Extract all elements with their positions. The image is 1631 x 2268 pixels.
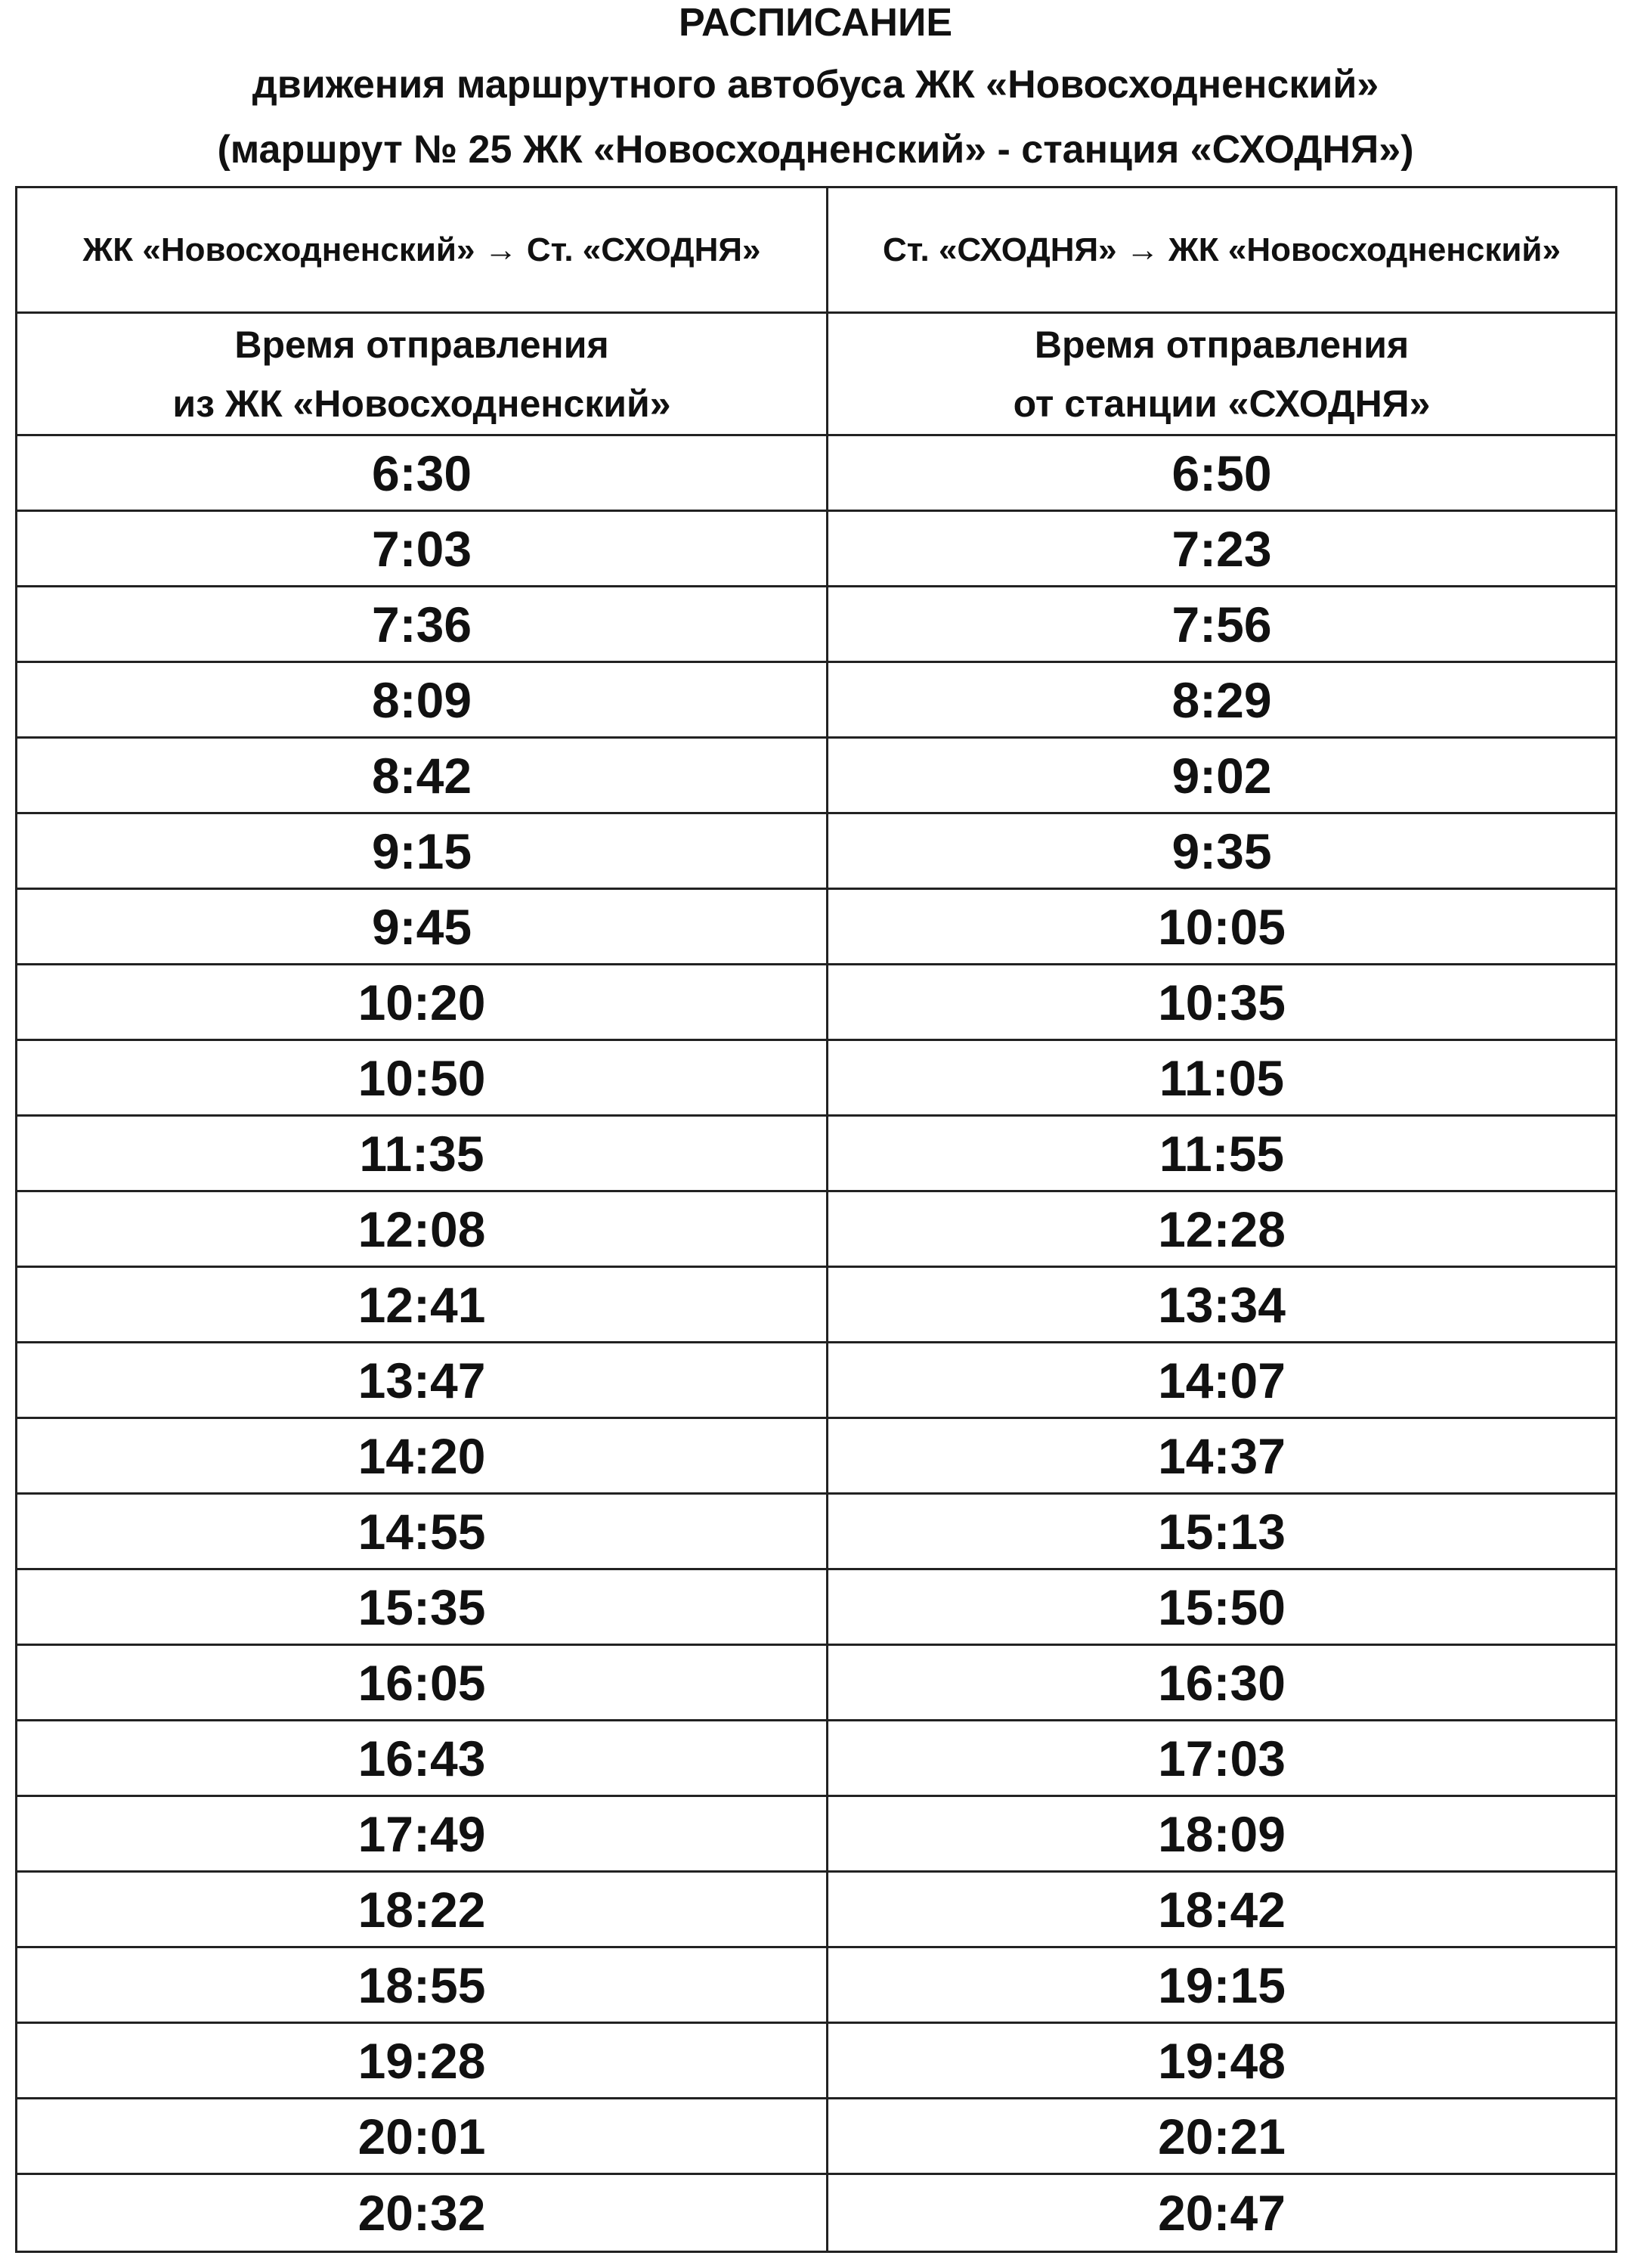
- departure-time-from-complex: 14:20: [17, 1419, 828, 1492]
- departure-time-from-station: 11:55: [1159, 1125, 1285, 1182]
- departure-time-from-complex: 19:28: [17, 2024, 828, 2097]
- table-row: [17, 1797, 1615, 1873]
- departure-time-from-station: 12:28: [1158, 1201, 1286, 1257]
- departure-time-from-complex: 18:22: [17, 1873, 828, 1946]
- table-row: [17, 1495, 1615, 1570]
- departure-time-from-station: 10:35: [1158, 974, 1286, 1030]
- table-row: [17, 739, 1615, 814]
- table-row: [17, 1343, 1615, 1419]
- departure-time-from-station: 19:48: [1158, 2032, 1286, 2089]
- departure-time-from-complex: 6:30: [17, 436, 828, 510]
- departure-time-from-station: 7:23: [1171, 520, 1272, 577]
- schedule-table: [15, 186, 1617, 2253]
- table-row: [17, 1041, 1615, 1117]
- departure-time-from-complex: 15:35: [17, 1570, 828, 1644]
- table-row: [17, 965, 1615, 1041]
- departure-time-from-complex: 18:55: [17, 1948, 828, 2022]
- departure-time-from-complex: 9:15: [17, 814, 828, 888]
- table-row: [17, 2099, 1615, 2175]
- departure-time-from-complex: 14:55: [17, 1495, 828, 1568]
- departure-time-from-station: 19:15: [1158, 1957, 1286, 2013]
- departure-from-station-header: [828, 314, 1615, 434]
- departure-time-from-complex: 12:41: [17, 1268, 828, 1341]
- departure-time-from-station: 15:13: [1158, 1503, 1286, 1560]
- table-row: [17, 663, 1615, 739]
- table-row: [17, 436, 1615, 512]
- departure-time-from-station: 8:29: [1171, 671, 1272, 728]
- column-subheader-row: [17, 314, 1615, 436]
- direction-left-header: ЖК «Новосходненский» → Ст. «СХОДНЯ»: [17, 188, 828, 311]
- table-row: [17, 2024, 1615, 2099]
- table-row: [17, 512, 1615, 587]
- departure-time-from-station: 16:30: [1158, 1654, 1286, 1711]
- table-row: [17, 1419, 1615, 1495]
- document-subtitle: движения маршрутного автобуса ЖК «Новосходненский»: [252, 63, 1379, 107]
- departure-time-from-complex: 10:50: [17, 1041, 828, 1114]
- departure-time-from-station: 20:21: [1158, 2108, 1286, 2164]
- departure-time-from-station: 18:42: [1158, 1881, 1286, 1938]
- departure-time-from-complex: 11:35: [17, 1117, 828, 1190]
- departure-time-from-station: 17:03: [1158, 1730, 1286, 1786]
- departure-time-from-station: 7:56: [1171, 596, 1272, 652]
- departure-time-from-complex: 20:32: [17, 2175, 828, 2251]
- departure-from-station-line1: Время отправления: [1034, 323, 1410, 366]
- departure-time-from-station: 20:47: [1158, 2185, 1286, 2241]
- departure-time-from-station: 14:37: [1158, 1427, 1286, 1484]
- table-row: [17, 1117, 1615, 1192]
- departure-time-from-station: 9:35: [1171, 823, 1272, 879]
- departure-from-complex-header: [17, 314, 828, 434]
- route-description: (маршрут № 25 ЖК «Новосходненский» - станция «СХОДНЯ»): [217, 128, 1414, 172]
- departure-from-complex-line2: из ЖК «Новосходненский»: [172, 382, 671, 425]
- departure-time-from-station: 18:09: [1158, 1805, 1286, 1862]
- table-row: [17, 1721, 1615, 1797]
- table-row: [17, 1646, 1615, 1721]
- table-row: [17, 2175, 1615, 2251]
- departure-time-from-complex: 7:36: [17, 587, 828, 661]
- departure-time-from-complex: 7:03: [17, 512, 828, 585]
- departure-time-from-complex: 8:09: [17, 663, 828, 736]
- departure-time-from-station: 10:05: [1158, 898, 1286, 955]
- departure-time-from-station: 11:05: [1159, 1049, 1285, 1106]
- direction-right-header: Ст. «СХОДНЯ» → ЖК «Новосходненский»: [883, 231, 1561, 268]
- departure-time-from-complex: 12:08: [17, 1192, 828, 1266]
- table-row: [17, 587, 1615, 663]
- departure-from-station-line2: от станции «СХОДНЯ»: [1013, 382, 1431, 425]
- departure-time-from-complex: 13:47: [17, 1343, 828, 1417]
- direction-header-row: [17, 188, 1615, 314]
- table-row: [17, 814, 1615, 890]
- departure-time-from-station: 9:02: [1171, 747, 1272, 804]
- departure-time-from-station: 14:07: [1158, 1352, 1286, 1408]
- table-row: [17, 1192, 1615, 1268]
- departure-time-from-station: 13:34: [1158, 1276, 1286, 1333]
- table-row: [17, 1268, 1615, 1343]
- departure-time-from-station: 6:50: [1171, 445, 1272, 501]
- table-row: [17, 1873, 1615, 1948]
- document-title: РАСПИСАНИЕ: [678, 1, 953, 45]
- table-row: [17, 1948, 1615, 2024]
- table-row: [17, 1570, 1615, 1646]
- departure-time-from-complex: 9:45: [17, 890, 828, 963]
- departure-time-from-complex: 16:05: [17, 1646, 828, 1719]
- departure-time-from-complex: 10:20: [17, 965, 828, 1039]
- departure-from-complex-line1: Время отправления: [234, 323, 609, 366]
- time-rows: [17, 436, 1615, 2251]
- departure-time-from-station: 15:50: [1158, 1579, 1286, 1635]
- departure-time-from-complex: 16:43: [17, 1721, 828, 1795]
- departure-time-from-complex: 8:42: [17, 739, 828, 812]
- table-row: [17, 890, 1615, 965]
- departure-time-from-complex: 17:49: [17, 1797, 828, 1870]
- departure-time-from-complex: 20:01: [17, 2099, 828, 2173]
